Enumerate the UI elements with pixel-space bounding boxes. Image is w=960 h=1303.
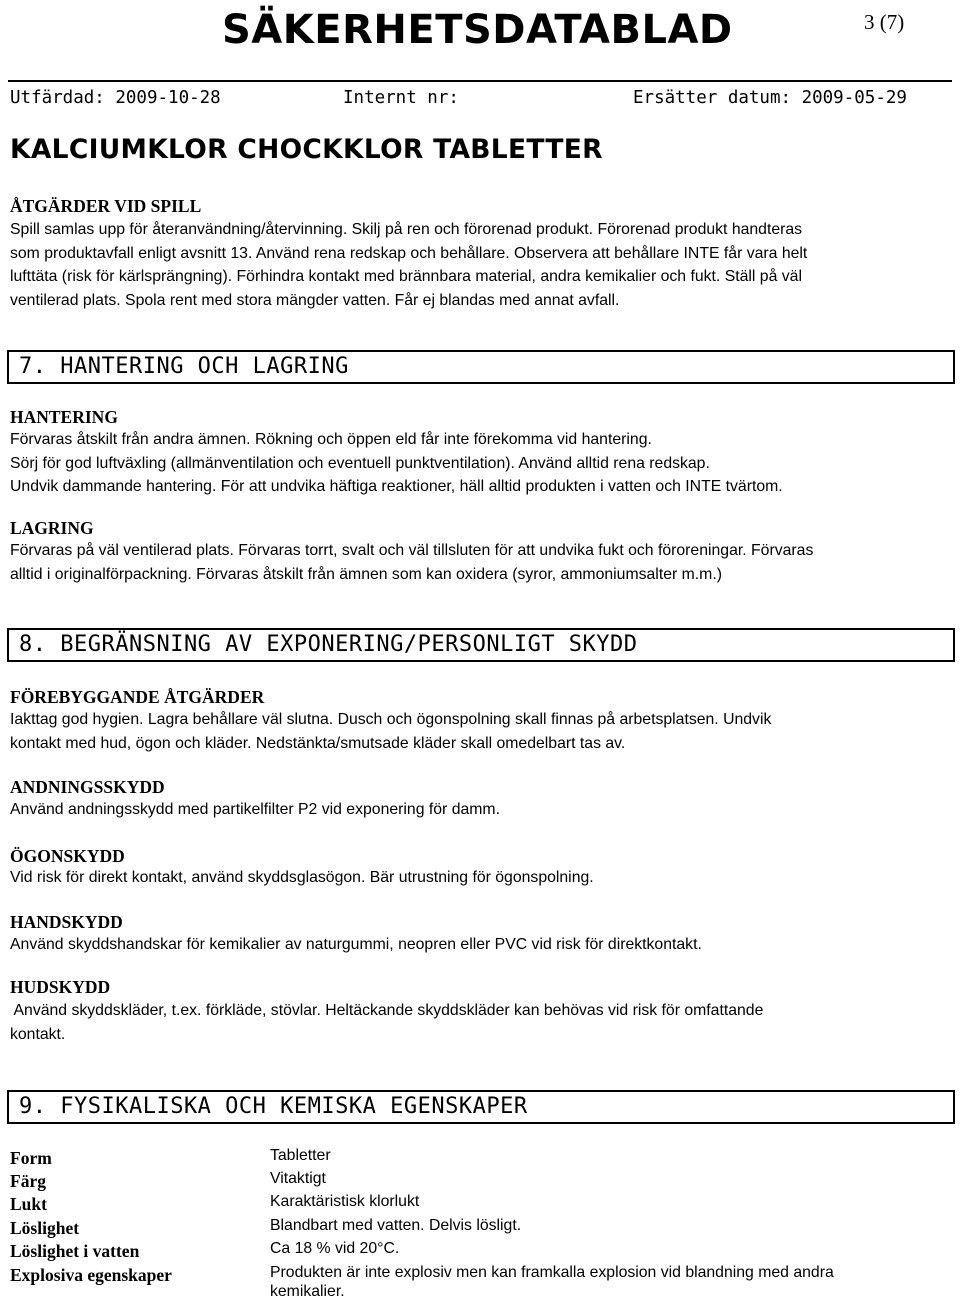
preventive-line: Iakttag god hygien. Lagra behållare väl slutna. Dusch och ögonspolning skall finnas på arbetsplatsen. Undvik [10,711,772,728]
section-9-title: 9. FYSIKALISKA OCH KEMISKA EGENSKAPER [19,1094,528,1119]
property-label: Explosiva egenskaper [10,1265,172,1285]
section-8-title: 8. BEGRÄNSNING AV EXPONERING/PERSONLIGT SKYDD [19,632,638,657]
page-number: 3 (7) [864,10,905,34]
preventive-line: kontakt med hud, ögon och kläder. Nedstänkta/smutsade kläder skall omedelbart tas av. [10,734,626,752]
property-value-text: Tabletter [270,1147,331,1164]
skin-protection-line: kontakt. [10,1025,66,1043]
spill-paragraph [10,218,945,312]
handling-line: Undvik dammande hantering. För att undvika häftiga reaktioner, häll alltid produkten i vatten och INTE tvärtom. [10,478,783,495]
storage-line: alltid i originalförpackning. Förvaras åtskilt från ämnen som kan oxidera (syror, ammoniumsalter m.m.) [10,565,722,583]
hand-protection-line: Använd skyddshandskar för kemikalier av naturgummi, neopren eller PVC vid risk för direktkontakt. [10,936,702,953]
respiratory-heading: ANDNINGSSKYDD [10,777,165,797]
header-divider [8,80,952,82]
hand-protection-paragraph [10,933,945,957]
section-7-title: 7. HANTERING OCH LAGRING [19,354,349,379]
handling-line: Sörj för god luftväxling (allmänventilation och eventuell punktventilation). Använd alltid rena redskap. [10,454,710,472]
property-label: Färg [10,1171,46,1191]
property-value-text: kemikalier. [270,1283,345,1300]
skin-protection-paragraph [10,999,945,1046]
preventive-heading: FÖREBYGGANDE ÅTGÄRDER [10,687,265,707]
property-value-text: Karaktäristisk klorlukt [270,1193,420,1210]
spill-line: som produktavfall enligt avsnitt 13. Använd rena redskap och behållare. Observera att behållare INTE får vara helt [10,244,808,262]
property-value [270,1168,950,1190]
issued-date: Utfärdad: 2009-10-28 [10,88,221,108]
property-label: Lukt [10,1194,47,1214]
handling-line: Förvaras åtskilt från andra ämnen. Rökning och öppen eld får inte förekomma vid hantering. [10,431,652,448]
property-value-text: Produkten är inte explosiv men kan framkalla explosion vid blandning med andra [270,1264,834,1281]
respiratory-paragraph [10,798,945,822]
eye-protection-paragraph [10,866,945,890]
storage-heading: LAGRING [10,518,94,538]
property-label: Form [10,1148,52,1168]
handling-heading: HANTERING [10,407,118,427]
property-value-text: Blandbart med vatten. Delvis lösligt. [270,1217,522,1234]
storage-paragraph [10,539,945,586]
replaces-date: Ersätter datum: 2009-05-29 [633,88,907,108]
eye-protection-heading: ÖGONSKYDD [10,846,125,866]
product-name: KALCIUMKLOR CHOCKKLOR TABLETTER [10,134,603,165]
internal-number: Internt nr: [343,88,459,108]
skin-protection-line: Använd skyddskläder, t.ex. förkläde, stövlar. Heltäckande skyddskläder kan behövas vid risk för omfattande [10,1002,764,1019]
respiratory-line: Använd andningsskydd med partikelfilter P2 vid exponering för damm. [10,801,500,818]
section-7-header [7,350,955,384]
preventive-paragraph [10,708,945,755]
skin-protection-heading: HUDSKYDD [10,977,111,997]
storage-line: Förvaras på väl ventilerad plats. Förvaras torrt, svalt och väl tillsluten för att undvika fukt och föroreningar. Förvaras [10,542,814,559]
handling-paragraph [10,428,945,499]
section-9-header [7,1090,955,1124]
property-value [270,1215,950,1237]
spill-line: lufttäta (risk för kärlsprängning). Förhindra kontakt med brännbara material, andra kemikalier och fukt. Ställ på väl [10,268,802,285]
spill-line: ventilerad plats. Spola rent med stora mängder vatten. Får ej blandas med annat avfall. [10,291,620,309]
property-value [270,1191,950,1213]
property-value-text: Ca 18 % vid 20°C. [270,1240,400,1257]
hand-protection-heading: HANDSKYDD [10,912,123,932]
spill-line: Spill samlas upp för återanvändning/återvinning. Skilj på ren och förorenad produkt. Förorenad produkt handteras [10,221,803,238]
property-label: Löslighet i vatten [10,1241,140,1261]
property-value [270,1145,950,1167]
document-meta-row [10,86,930,110]
section-8-header [7,628,955,662]
property-value [270,1238,950,1260]
eye-protection-line: Vid risk för direkt kontakt, använd skyddsglasögon. Bär utrustning för ögonspolning. [10,869,594,886]
property-value-text: Vitaktigt [270,1170,326,1187]
property-value [270,1262,950,1303]
document-title: SÄKERHETSDATABLAD [222,7,733,53]
property-label: Löslighet [10,1218,80,1238]
spill-heading: ÅTGÄRDER VID SPILL [10,196,202,216]
